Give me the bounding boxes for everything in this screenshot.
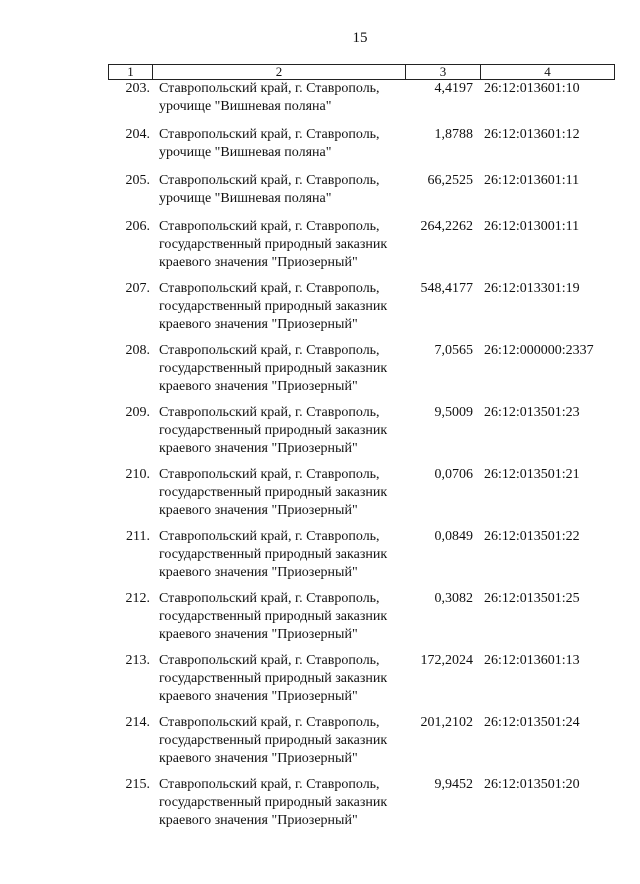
row-cadastral-number: 26:12:013501:23 — [484, 405, 580, 420]
row-number: 207. — [125, 281, 150, 296]
row-cadastral-number: 26:12:013001:11 — [484, 219, 580, 234]
address-line: Ставропольский край, г. Ставрополь, — [159, 127, 380, 142]
column-header-1: 1 — [109, 65, 153, 79]
row-area: 0,0849 — [434, 529, 473, 544]
row-number: 206. — [125, 219, 150, 234]
address-line: государственный природный заказник — [159, 485, 388, 500]
row-address — [159, 714, 414, 768]
row-number: 209. — [125, 405, 150, 420]
address-line: государственный природный заказник — [159, 547, 388, 562]
row-cadastral-number: 26:12:013301:19 — [484, 281, 580, 296]
address-line: государственный природный заказник — [159, 609, 388, 624]
address-line: краевого значения "Приозерный" — [159, 255, 358, 270]
address-line: краевого значения "Приозерный" — [159, 565, 358, 580]
row-address — [159, 342, 414, 396]
row-cadastral-number: 26:12:013601:12 — [484, 127, 580, 142]
address-line: урочище "Вишневая поляна" — [159, 145, 332, 160]
column-header-4: 4 — [544, 64, 551, 79]
row-address — [159, 528, 414, 582]
row-number: 210. — [125, 467, 150, 482]
address-line: краевого значения "Приозерный" — [159, 441, 358, 456]
column-header-3: 3 — [406, 65, 481, 79]
address-line: государственный природный заказник — [159, 423, 388, 438]
address-line: Ставропольский край, г. Ставрополь, — [159, 343, 380, 358]
row-cadastral-number: 26:12:013601:10 — [484, 81, 580, 96]
row-area: 548,4177 — [420, 281, 473, 296]
row-cadastral-number: 26:12:013501:21 — [484, 467, 580, 482]
address-line: Ставропольский край, г. Ставрополь, — [159, 777, 380, 792]
row-address — [159, 404, 414, 458]
row-address — [159, 280, 414, 334]
address-line: Ставропольский край, г. Ставрополь, — [159, 219, 380, 234]
row-cadastral-number: 26:12:013601:13 — [484, 653, 580, 668]
address-line: государственный природный заказник — [159, 299, 388, 314]
address-line: Ставропольский край, г. Ставрополь, — [159, 81, 380, 96]
address-line: краевого значения "Приозерный" — [159, 813, 358, 828]
row-address — [159, 590, 414, 644]
row-area: 201,2102 — [420, 715, 473, 730]
address-line: краевого значения "Приозерный" — [159, 317, 358, 332]
row-address — [159, 776, 414, 830]
address-line: урочище "Вишневая поляна" — [159, 191, 332, 206]
row-number: 211. — [126, 529, 150, 544]
address-line: краевого значения "Приозерный" — [159, 627, 358, 642]
address-line: краевого значения "Приозерный" — [159, 379, 358, 394]
address-line: Ставропольский край, г. Ставрополь, — [159, 173, 380, 188]
row-area: 264,2262 — [420, 219, 473, 234]
row-address — [159, 466, 414, 520]
row-address — [159, 126, 414, 162]
row-number: 212. — [125, 591, 150, 606]
address-line: краевого значения "Приозерный" — [159, 751, 358, 766]
row-area: 66,2525 — [427, 173, 473, 188]
address-line: Ставропольский край, г. Ставрополь, — [159, 591, 380, 606]
column-header-2: 2 — [153, 65, 406, 79]
row-number: 213. — [125, 653, 150, 668]
row-area: 9,5009 — [434, 405, 473, 420]
row-number: 214. — [125, 715, 150, 730]
address-line: Ставропольский край, г. Ставрополь, — [159, 529, 380, 544]
address-line: Ставропольский край, г. Ставрополь, — [159, 715, 380, 730]
address-line: государственный природный заказник — [159, 671, 388, 686]
address-line: государственный природный заказник — [159, 237, 388, 252]
row-number: 215. — [125, 777, 150, 792]
address-line: государственный природный заказник — [159, 733, 388, 748]
row-area: 9,9452 — [434, 777, 473, 792]
address-line: краевого значения "Приозерный" — [159, 503, 358, 518]
address-line: Ставропольский край, г. Ставрополь, — [159, 467, 380, 482]
row-area: 0,0706 — [434, 467, 473, 482]
address-line: государственный природный заказник — [159, 795, 388, 810]
row-area: 0,3082 — [434, 591, 473, 606]
address-line: Ставропольский край, г. Ставрополь, — [159, 405, 380, 420]
address-line: Ставропольский край, г. Ставрополь, — [159, 281, 380, 296]
row-number: 203. — [125, 81, 150, 96]
row-number: 208. — [125, 343, 150, 358]
row-area: 7,0565 — [434, 343, 473, 358]
row-number: 204. — [125, 127, 150, 142]
row-cadastral-number: 26:12:013601:11 — [484, 173, 580, 188]
row-cadastral-number: 26:12:013501:25 — [484, 591, 580, 606]
address-line: урочище "Вишневая поляна" — [159, 99, 332, 114]
address-line: краевого значения "Приозерный" — [159, 689, 358, 704]
row-cadastral-number: 26:12:000000:2337 — [484, 343, 594, 358]
table-header — [108, 64, 615, 80]
page-number: 15 — [352, 30, 368, 46]
row-address — [159, 80, 414, 116]
row-cadastral-number: 26:12:013501:24 — [484, 715, 580, 730]
row-cadastral-number: 26:12:013501:22 — [484, 529, 580, 544]
row-area: 4,4197 — [434, 81, 473, 96]
row-address — [159, 652, 414, 706]
row-number: 205. — [125, 173, 150, 188]
row-area: 1,8788 — [434, 127, 473, 142]
row-address — [159, 172, 414, 208]
address-line: государственный природный заказник — [159, 361, 388, 376]
row-area: 172,2024 — [420, 653, 473, 668]
address-line: Ставропольский край, г. Ставрополь, — [159, 653, 380, 668]
row-address — [159, 218, 414, 272]
row-cadastral-number: 26:12:013501:20 — [484, 777, 580, 792]
